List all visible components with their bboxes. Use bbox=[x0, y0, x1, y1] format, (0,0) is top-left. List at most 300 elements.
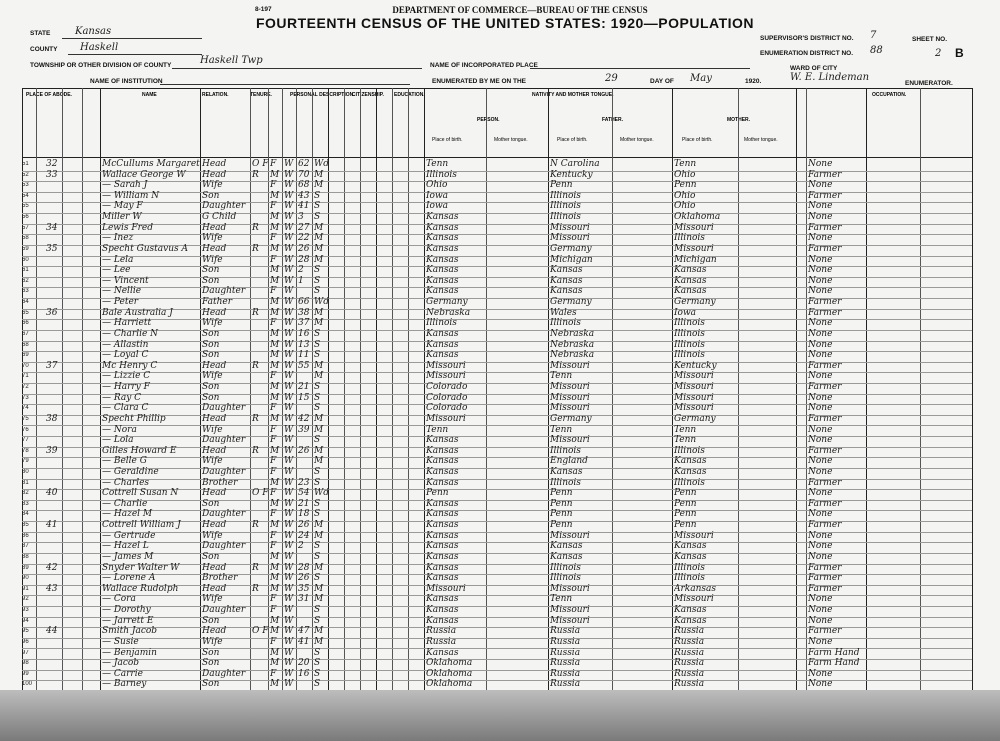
cell-ms: M bbox=[314, 520, 324, 531]
cell-pob: Kansas bbox=[426, 562, 459, 573]
cell-fpob: Illinois bbox=[550, 573, 581, 584]
cell-name: Specht Phillip bbox=[102, 413, 166, 424]
cell-rel: Head bbox=[202, 445, 227, 456]
col-citizenship: CITIZENSHIP. bbox=[352, 92, 384, 98]
cell-pob: Ohio bbox=[426, 180, 448, 191]
cell-t: O F bbox=[252, 159, 269, 169]
cell-ms: S bbox=[314, 190, 321, 201]
cell-fpob: Missouri bbox=[550, 222, 590, 233]
cell-ms: M bbox=[314, 307, 324, 318]
cell-fpob: Penn bbox=[550, 488, 573, 499]
cell-occ: None bbox=[808, 328, 833, 339]
cell-occ: Farmer bbox=[808, 520, 842, 531]
cell-age: 31 bbox=[298, 594, 310, 605]
cell-dw: 42 bbox=[46, 562, 58, 573]
cell-rel: Son bbox=[202, 328, 220, 339]
cell-t: R bbox=[252, 169, 259, 180]
cell-fpob: Missouri bbox=[550, 605, 590, 616]
cell-rel: Son bbox=[202, 392, 220, 403]
cell-fpob: Wales bbox=[550, 307, 577, 318]
cell-race: W bbox=[284, 626, 294, 637]
cell-occ: Farmer bbox=[808, 573, 842, 584]
cell-rel: Daughter bbox=[202, 605, 246, 616]
cell-ms: S bbox=[314, 339, 321, 350]
cell-age: 2 bbox=[298, 265, 304, 276]
cell-occ: None bbox=[808, 212, 833, 223]
cell-sex: F bbox=[270, 371, 277, 382]
cell-name: — Harry F bbox=[102, 382, 150, 393]
cell-age: 16 bbox=[298, 668, 310, 679]
cell-pob: Colorado bbox=[426, 403, 468, 414]
cell-ms: S bbox=[314, 212, 321, 223]
cell-age: 42 bbox=[298, 413, 310, 424]
cell-age: 26 bbox=[298, 243, 310, 254]
cell-age: 39 bbox=[298, 424, 310, 435]
cell-race: W bbox=[284, 456, 294, 467]
cell-sex: F bbox=[270, 605, 277, 616]
cell-occ: None bbox=[808, 530, 833, 541]
cell-name: Cottrell Susan N bbox=[102, 488, 179, 499]
cell-age: 28 bbox=[298, 254, 310, 265]
cell-occ: None bbox=[808, 392, 833, 403]
col-relation: RELATION. bbox=[202, 92, 229, 98]
cell-ms: S bbox=[314, 551, 321, 562]
cell-race: W bbox=[284, 222, 294, 233]
cell-t: R bbox=[252, 360, 259, 371]
cell-occ: Farmer bbox=[808, 190, 842, 201]
cell-dw: 36 bbox=[46, 307, 58, 318]
cell-rel: Wife bbox=[202, 424, 223, 435]
cell-pob: Missouri bbox=[426, 360, 466, 371]
cell-occ: None bbox=[808, 275, 833, 286]
cell-dw: 38 bbox=[46, 413, 58, 424]
cell-fpob: Missouri bbox=[550, 382, 590, 393]
cell-rel: Son bbox=[202, 679, 220, 690]
cell-age: 21 bbox=[298, 498, 310, 509]
cell-age: 11 bbox=[298, 350, 310, 361]
cell-occ: None bbox=[808, 286, 833, 297]
cell-n: 57 bbox=[22, 224, 29, 231]
cell-name: — Charlie N bbox=[102, 328, 159, 339]
cell-race: W bbox=[284, 647, 294, 658]
cell-age: 41 bbox=[298, 201, 310, 212]
cell-fpob: Kansas bbox=[550, 466, 583, 477]
cell-pob: Russia bbox=[426, 626, 457, 637]
cell-t: R bbox=[252, 222, 259, 233]
cell-rel: Daughter bbox=[202, 435, 246, 446]
cell-fpob: Illinois bbox=[550, 318, 581, 329]
cell-fpob: Germany bbox=[550, 243, 592, 254]
cell-n: 84 bbox=[22, 511, 29, 518]
cell-name: Cottrell William J bbox=[102, 520, 181, 531]
cell-fpob: England bbox=[550, 456, 588, 467]
cell-fpob: Germany bbox=[550, 413, 592, 424]
cell-occ: None bbox=[808, 466, 833, 477]
cell-race: W bbox=[284, 413, 294, 424]
ward-label: WARD OF CITY bbox=[790, 65, 838, 72]
cell-rel: Son bbox=[202, 339, 220, 350]
cell-fpob: Russia bbox=[550, 658, 581, 669]
cell-sex: M bbox=[270, 520, 280, 531]
cell-pob: Iowa bbox=[426, 201, 449, 212]
cell-age: 35 bbox=[298, 583, 310, 594]
cell-mpob: Kansas bbox=[674, 551, 707, 562]
cell-mpob: Russia bbox=[674, 626, 705, 637]
cell-age: 26 bbox=[298, 445, 310, 456]
cell-race: W bbox=[284, 190, 294, 201]
cell-ms: M bbox=[314, 626, 324, 637]
cell-sex: M bbox=[270, 498, 280, 509]
cell-mpob: Illinois bbox=[674, 477, 705, 488]
cell-sex: M bbox=[270, 658, 280, 669]
cell-n: 93 bbox=[22, 607, 29, 614]
cell-age: 37 bbox=[298, 318, 310, 329]
cell-ms: M bbox=[314, 254, 324, 265]
cell-occ: Farmer bbox=[808, 222, 842, 233]
cell-race: W bbox=[284, 180, 294, 191]
cell-fpob: Missouri bbox=[550, 403, 590, 414]
cell-dw: 40 bbox=[46, 488, 58, 499]
cell-name: — Lee bbox=[102, 265, 131, 276]
cell-n: 81 bbox=[22, 479, 29, 486]
cell-n: 98 bbox=[22, 660, 29, 667]
cell-pob: Kansas bbox=[426, 647, 459, 658]
cell-name: Wallace Rudolph bbox=[102, 583, 179, 594]
cell-fpob: Penn bbox=[550, 180, 573, 191]
enumeration-month: May bbox=[690, 73, 712, 84]
cell-pob: Nebraska bbox=[426, 307, 471, 318]
cell-ms: S bbox=[314, 201, 321, 212]
cell-mpob: Penn bbox=[674, 498, 697, 509]
cell-name: Mc Henry C bbox=[102, 360, 158, 371]
col-person: PERSON. bbox=[477, 117, 500, 123]
cell-occ: None bbox=[808, 350, 833, 361]
cell-rel: Daughter bbox=[202, 286, 246, 297]
cell-race: W bbox=[284, 466, 294, 477]
cell-ms: S bbox=[314, 615, 321, 626]
cell-name: — Inez bbox=[102, 233, 134, 244]
cell-ms: M bbox=[314, 360, 324, 371]
cell-rel: Son bbox=[202, 647, 220, 658]
township-label: TOWNSHIP OR OTHER DIVISION OF COUNTY bbox=[30, 62, 172, 69]
cell-n: 59 bbox=[22, 245, 29, 252]
cell-sex: M bbox=[270, 573, 280, 584]
cell-sex: F bbox=[270, 318, 277, 329]
cell-name: — Lizzie C bbox=[102, 371, 151, 382]
cell-ms: Wd bbox=[314, 297, 330, 308]
cell-pob: Kansas bbox=[426, 456, 459, 467]
cell-name: — Clara C bbox=[102, 403, 149, 414]
cell-ms: M bbox=[314, 169, 324, 180]
cell-name: — Barney bbox=[102, 679, 147, 690]
cell-mpob: Missouri bbox=[674, 594, 714, 605]
cell-mpob: Arkansas bbox=[674, 583, 717, 594]
county-label: COUNTY bbox=[30, 46, 58, 53]
cell-pob: Kansas bbox=[426, 498, 459, 509]
cell-mpob: Michigan bbox=[674, 254, 717, 265]
cell-mpob: Penn bbox=[674, 180, 697, 191]
cell-ms: M bbox=[314, 445, 324, 456]
cell-mpob: Kansas bbox=[674, 286, 707, 297]
cell-n: 61 bbox=[22, 267, 29, 274]
col-mother-pob: Place of birth. bbox=[682, 137, 713, 143]
supervisor-district-label: SUPERVISOR'S DISTRICT NO. bbox=[760, 35, 854, 42]
cell-rel: Son bbox=[202, 382, 220, 393]
cell-fpob: Nebraska bbox=[550, 350, 595, 361]
cell-pob: Kansas bbox=[426, 520, 459, 531]
cell-n: 67 bbox=[22, 330, 29, 337]
cell-sex: M bbox=[270, 626, 280, 637]
cell-ms: M bbox=[314, 222, 324, 233]
cell-rel: Brother bbox=[202, 477, 238, 488]
cell-fpob: Kansas bbox=[550, 286, 583, 297]
cell-n: 85 bbox=[22, 522, 29, 529]
col-father-tongue: Mother tongue. bbox=[620, 137, 654, 143]
cell-pob: Kansas bbox=[426, 445, 459, 456]
cell-age: 16 bbox=[298, 328, 310, 339]
cell-pob: Kansas bbox=[426, 339, 459, 350]
cell-rel: Wife bbox=[202, 456, 223, 467]
cell-fpob: Tenn bbox=[550, 594, 573, 605]
cell-n: 94 bbox=[22, 617, 29, 624]
cell-pob: Oklahoma bbox=[426, 658, 473, 669]
cell-occ: Farmer bbox=[808, 360, 842, 371]
cell-n: 87 bbox=[22, 543, 29, 550]
cell-ms: S bbox=[314, 328, 321, 339]
cell-occ: Farmer bbox=[808, 445, 842, 456]
cell-mpob: Kansas bbox=[674, 541, 707, 552]
cell-occ: Farmer bbox=[808, 626, 842, 637]
cell-fpob: Kansas bbox=[550, 541, 583, 552]
cell-rel: Head bbox=[202, 520, 227, 531]
cell-occ: None bbox=[808, 339, 833, 350]
cell-race: W bbox=[284, 159, 294, 169]
cell-race: W bbox=[284, 350, 294, 361]
cell-occ: None bbox=[808, 233, 833, 244]
cell-n: 63 bbox=[22, 288, 29, 295]
cell-pob: Illinois bbox=[426, 318, 457, 329]
cell-mpob: Oklahoma bbox=[674, 212, 721, 223]
cell-pob: Missouri bbox=[426, 413, 466, 424]
cell-ms: S bbox=[314, 265, 321, 276]
cell-sex: F bbox=[270, 403, 277, 414]
cell-pob: Iowa bbox=[426, 190, 449, 201]
cell-occ: Farmer bbox=[808, 413, 842, 424]
cell-sex: M bbox=[270, 265, 280, 276]
cell-age: 27 bbox=[298, 222, 310, 233]
cell-rel: Son bbox=[202, 350, 220, 361]
cell-race: W bbox=[284, 658, 294, 669]
cell-n: 54 bbox=[22, 192, 29, 199]
cell-sex: M bbox=[270, 583, 280, 594]
enumerator-name: W. E. Lindeman bbox=[790, 72, 870, 83]
cell-sex: F bbox=[270, 456, 277, 467]
cell-n: 64 bbox=[22, 299, 29, 306]
cell-rel: Head bbox=[202, 169, 227, 180]
cell-fpob: Penn bbox=[550, 520, 573, 531]
cell-ms: S bbox=[314, 286, 321, 297]
cell-fpob: Missouri bbox=[550, 360, 590, 371]
cell-name: — Nellie bbox=[102, 286, 142, 297]
cell-pob: Kansas bbox=[426, 435, 459, 446]
cell-occ: None bbox=[808, 435, 833, 446]
cell-ms: S bbox=[314, 403, 321, 414]
sheet-label: SHEET NO. bbox=[912, 36, 948, 43]
cell-rel: Daughter bbox=[202, 466, 246, 477]
cell-t: R bbox=[252, 583, 259, 594]
cell-mpob: Ohio bbox=[674, 169, 696, 180]
cell-age: 66 bbox=[298, 297, 310, 308]
cell-ms: M bbox=[314, 636, 324, 647]
cell-rel: Wife bbox=[202, 180, 223, 191]
cell-race: W bbox=[284, 679, 294, 690]
cell-rel: Head bbox=[202, 488, 227, 499]
sheet-letter: B bbox=[955, 46, 964, 60]
col-person-pob: Place of birth. bbox=[432, 137, 463, 143]
cell-t: R bbox=[252, 243, 259, 254]
cell-fpob: Russia bbox=[550, 647, 581, 658]
cell-rel: Head bbox=[202, 626, 227, 637]
cell-name: — May F bbox=[102, 201, 143, 212]
cell-mpob: Kansas bbox=[674, 466, 707, 477]
cell-race: W bbox=[284, 488, 294, 499]
cell-occ: None bbox=[808, 636, 833, 647]
cell-dw: 39 bbox=[46, 445, 58, 456]
cell-name: — Ray C bbox=[102, 392, 142, 403]
cell-fpob: Illinois bbox=[550, 445, 581, 456]
cell-name: — Jacob bbox=[102, 658, 140, 669]
cell-sex: M bbox=[270, 169, 280, 180]
cell-occ: None bbox=[808, 254, 833, 265]
page-bottom-shadow bbox=[0, 690, 1000, 741]
cell-n: 73 bbox=[22, 394, 29, 401]
cell-race: W bbox=[284, 265, 294, 276]
cell-pob: Colorado bbox=[426, 392, 468, 403]
cell-occ: None bbox=[808, 509, 833, 520]
cell-sex: F bbox=[270, 233, 277, 244]
cell-fpob: Tenn bbox=[550, 424, 573, 435]
cell-n: 65 bbox=[22, 309, 29, 316]
cell-name: — Nora bbox=[102, 424, 137, 435]
cell-race: W bbox=[284, 636, 294, 647]
cell-mpob: Penn bbox=[674, 520, 697, 531]
cell-ms: S bbox=[314, 477, 321, 488]
cell-occ: None bbox=[808, 594, 833, 605]
cell-rel: Wife bbox=[202, 318, 223, 329]
cell-age: 43 bbox=[298, 190, 310, 201]
cell-race: W bbox=[284, 297, 294, 308]
cell-occ: None bbox=[808, 456, 833, 467]
cell-pob: Tenn bbox=[426, 424, 449, 435]
cell-mpob: Missouri bbox=[674, 530, 714, 541]
cell-occ: None bbox=[808, 201, 833, 212]
cell-ms: M bbox=[314, 233, 324, 244]
cell-pob: Penn bbox=[426, 488, 449, 499]
cell-n: 76 bbox=[22, 426, 29, 433]
day-of-label: DAY OF bbox=[650, 78, 674, 85]
cell-rel: Brother bbox=[202, 573, 238, 584]
cell-pob: Colorado bbox=[426, 382, 468, 393]
cell-rel: Daughter bbox=[202, 403, 246, 414]
cell-race: W bbox=[284, 339, 294, 350]
cell-n: 91 bbox=[22, 585, 29, 592]
cell-fpob: Michigan bbox=[550, 254, 593, 265]
cell-mpob: Penn bbox=[674, 509, 697, 520]
cell-race: W bbox=[284, 594, 294, 605]
cell-rel: Son bbox=[202, 190, 220, 201]
cell-race: W bbox=[284, 201, 294, 212]
col-father: FATHER. bbox=[602, 117, 624, 123]
cell-pob: Kansas bbox=[426, 477, 459, 488]
cell-n: 68 bbox=[22, 341, 29, 348]
cell-sex: M bbox=[270, 275, 280, 286]
sheet-number: 2 bbox=[935, 48, 942, 59]
cell-rel: Head bbox=[202, 413, 227, 424]
cell-rel: Head bbox=[202, 159, 227, 169]
cell-pob: Kansas bbox=[426, 615, 459, 626]
cell-fpob: Missouri bbox=[550, 435, 590, 446]
cell-pob: Russia bbox=[426, 636, 457, 647]
cell-ms: M bbox=[314, 413, 324, 424]
cell-age: 62 bbox=[298, 159, 310, 169]
cell-ms: S bbox=[314, 509, 321, 520]
cell-age: 26 bbox=[298, 520, 310, 531]
col-tenure: TENURE. bbox=[250, 92, 272, 98]
cell-occ: None bbox=[808, 605, 833, 616]
cell-race: W bbox=[284, 169, 294, 180]
cell-occ: Farmer bbox=[808, 307, 842, 318]
cell-mpob: Missouri bbox=[674, 243, 714, 254]
cell-race: W bbox=[284, 435, 294, 446]
cell-n: 75 bbox=[22, 415, 29, 422]
cell-name: — Carrie bbox=[102, 668, 143, 679]
cell-fpob: Russia bbox=[550, 636, 581, 647]
cell-sex: M bbox=[270, 360, 280, 371]
place-label: NAME OF INCORPORATED PLACE bbox=[430, 62, 538, 69]
cell-name: — Belle G bbox=[102, 456, 147, 467]
cell-n: 55 bbox=[22, 203, 29, 210]
cell-ms: S bbox=[314, 679, 321, 690]
cell-n: 83 bbox=[22, 500, 29, 507]
cell-age: 70 bbox=[298, 169, 310, 180]
state-value: Kansas bbox=[75, 26, 112, 37]
cell-occ: Farmer bbox=[808, 382, 842, 393]
cell-n: 62 bbox=[22, 277, 29, 284]
cell-sex: F bbox=[270, 636, 277, 647]
cell-dw: 43 bbox=[46, 583, 58, 594]
cell-pob: Missouri bbox=[426, 371, 466, 382]
cell-mpob: Tenn bbox=[674, 159, 697, 169]
cell-fpob: Illinois bbox=[550, 477, 581, 488]
cell-sex: M bbox=[270, 328, 280, 339]
cell-sex: M bbox=[270, 392, 280, 403]
cell-name: — Harriett bbox=[102, 318, 152, 329]
cell-rel: Head bbox=[202, 222, 227, 233]
cell-occ: Farmer bbox=[808, 297, 842, 308]
cell-sex: M bbox=[270, 413, 280, 424]
cell-race: W bbox=[284, 498, 294, 509]
cell-rel: Head bbox=[202, 360, 227, 371]
col-mother-tongue: Mother tongue. bbox=[744, 137, 778, 143]
cell-sex: M bbox=[270, 297, 280, 308]
cell-mpob: Illinois bbox=[674, 328, 705, 339]
cell-name: — Cora bbox=[102, 594, 136, 605]
cell-mpob: Missouri bbox=[674, 371, 714, 382]
cell-pob: Kansas bbox=[426, 328, 459, 339]
cell-mpob: Kentucky bbox=[674, 360, 717, 371]
cell-age: 68 bbox=[298, 180, 310, 191]
cell-t: R bbox=[252, 520, 259, 531]
